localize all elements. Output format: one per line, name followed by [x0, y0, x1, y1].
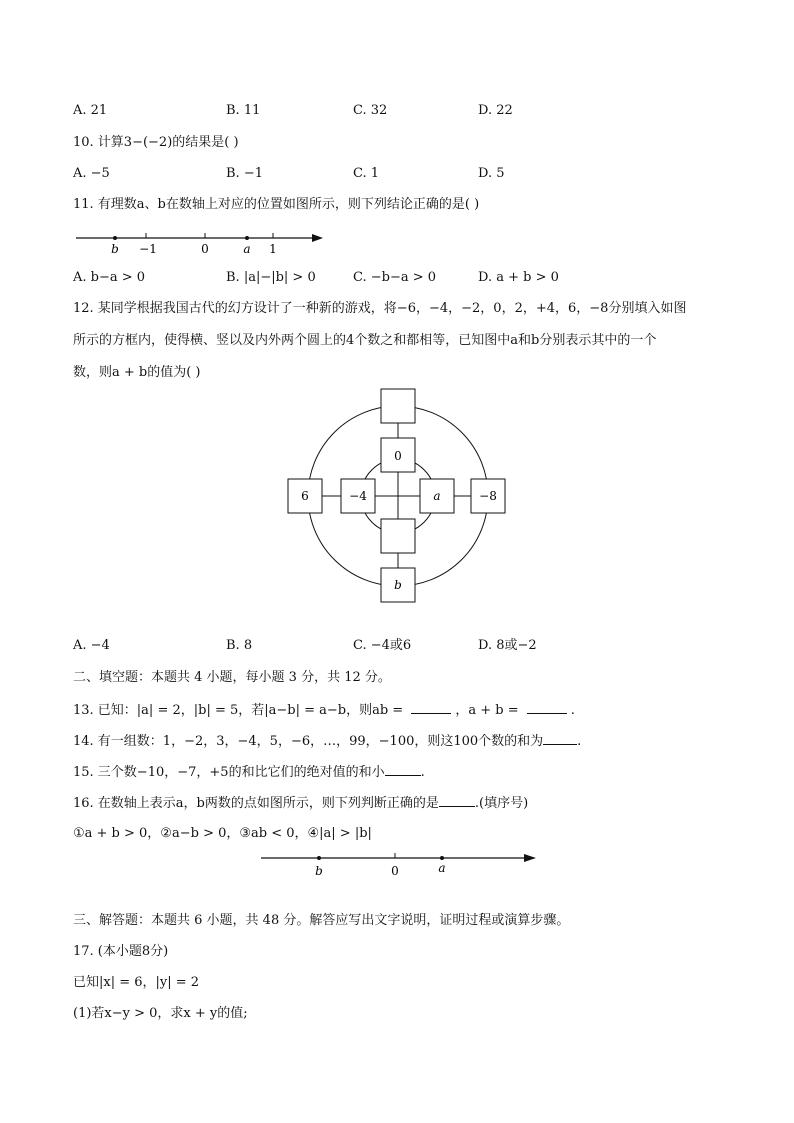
q13-blank-sum[interactable]	[527, 701, 567, 714]
q9-option-b: B. 11	[226, 103, 261, 118]
q12-value-inner-top: 0	[394, 449, 402, 463]
q15-line	[73, 763, 425, 782]
q12-box-inner-bottom	[381, 519, 415, 553]
q11-label-neg1: −1	[139, 242, 157, 256]
q9-option-d: D. 22	[478, 103, 513, 118]
q12-stem-line2: 所示的方框内，使得横、竖以及内外两个圆上的4个数之和都相等，已知图中a和b分别表示其中的一个	[73, 333, 657, 348]
q10-option-b: B. −1	[226, 166, 263, 181]
q11-label-1: 1	[269, 242, 277, 256]
q13-blank-ab[interactable]	[411, 701, 451, 714]
q13-text: 13. 已知：|a| = 2，|b| = 5，若|a−b| = a−b，则ab =	[73, 703, 404, 718]
q10-option-c: C. 1	[353, 166, 380, 181]
q11-option-b: B. |a|−|b| > 0	[226, 270, 316, 285]
q16-label-b: b	[315, 864, 323, 878]
arrow-icon	[312, 234, 323, 242]
q15-text: 15. 三个数−10，−7，+5的和比它们的绝对值的和小	[73, 765, 385, 780]
q11-options	[73, 269, 673, 287]
section-2-heading: 二、填空题：本题共 4 小题，每小题 3 分，共 12 分。	[73, 670, 391, 685]
q12-options	[73, 637, 673, 655]
q9-option-a: A. 21	[73, 103, 108, 118]
q11-number-line	[70, 226, 332, 258]
q11-label-a: a	[243, 242, 251, 256]
q16-choices: ①a + b > 0，②a−b > 0，③ab < 0，④|a| > |b|	[73, 826, 372, 841]
q16-point-b	[317, 856, 321, 860]
q11-option-a: A. b−a > 0	[73, 270, 146, 285]
q10-option-d: D. 5	[478, 166, 505, 181]
q17-title: 17. (本小题8分)	[73, 944, 169, 959]
q12-value-inner-left: −4	[349, 489, 367, 503]
q11-option-c: C. −b−a > 0	[353, 270, 437, 285]
q11-option-d: D. a + b > 0	[478, 270, 559, 285]
q12-value-bottom: b	[394, 578, 402, 592]
q16-end: .(填序号)	[474, 796, 529, 811]
q14-end: .	[577, 734, 582, 749]
q16-blank[interactable]	[439, 794, 475, 807]
q12-option-a: A. −4	[73, 638, 110, 653]
q12-value-left: 6	[301, 489, 309, 503]
q13-line	[73, 701, 575, 720]
q16-number-line	[258, 848, 542, 878]
q12-value-inner-right: a	[433, 489, 441, 503]
q12-box-top	[381, 389, 415, 423]
q15-blank[interactable]	[385, 763, 421, 776]
q14-text: 14. 有一组数：1，−2，3，−4，5，−6，…，99，−100，则这100个数的和为	[73, 734, 544, 749]
q14-blank[interactable]	[543, 732, 577, 745]
q13-mid: ，a + b =	[455, 703, 519, 718]
q10-option-a: A. −5	[73, 166, 110, 181]
q9-option-c: C. 32	[353, 103, 388, 118]
q16-text: 16. 在数轴上表示a，b两数的点如图所示，则下列判断正确的是	[73, 796, 439, 811]
q11-point-b	[113, 236, 117, 240]
section-3-heading: 三、解答题：本题共 6 小题，共 48 分。解答应写出文字说明，证明过程或演算步骤。	[73, 913, 570, 928]
q15-end: .	[420, 765, 425, 780]
arrow-icon	[524, 854, 536, 862]
q12-option-d: D. 8或−2	[478, 638, 537, 653]
q11-point-a	[245, 236, 249, 240]
q12-stem-line1: 12. 某同学根据我国古代的幻方设计了一种新的游戏，将−6，−4，−2，0，2，+4，6，−8分别填入如图	[73, 301, 687, 316]
q12-option-c: C. −4或6	[353, 638, 412, 653]
q16-point-a	[440, 856, 444, 860]
q16-line	[73, 794, 528, 813]
q13-end: .	[570, 703, 575, 718]
q12-stem-line3: 数，则a + b的值为( )	[73, 365, 201, 380]
q9-options	[73, 102, 673, 120]
q17-part1: (1)若x−y > 0，求x + y的值;	[73, 1006, 248, 1021]
q12-magic-square-figure	[280, 385, 516, 610]
q11-stem: 11. 有理数a、b在数轴上对应的位置如图所示，则下列结论正确的是( )	[73, 197, 480, 212]
q11-label-b: b	[111, 242, 119, 256]
q10-stem: 10. 计算3−(−2)的结果是( )	[73, 135, 239, 150]
q16-label-0: 0	[391, 864, 399, 878]
q11-label-0: 0	[201, 242, 209, 256]
q16-label-a: a	[438, 861, 446, 875]
q10-options	[73, 165, 673, 183]
q14-line	[73, 732, 581, 751]
q12-option-b: B. 8	[226, 638, 253, 653]
q17-given: 已知|x| = 6，|y| = 2	[73, 975, 200, 990]
q12-value-right: −8	[479, 489, 497, 503]
